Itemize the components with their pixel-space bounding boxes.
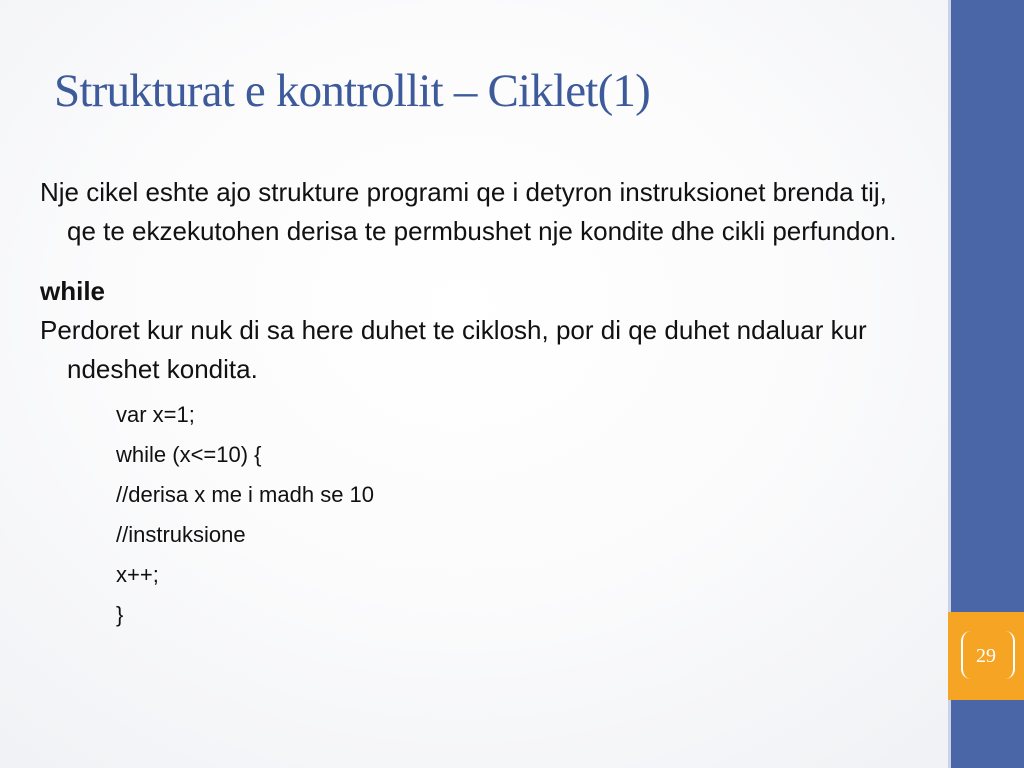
code-example [116,395,920,635]
slide-title: Strukturat e kontrollit – Ciklet(1) [54,65,650,117]
code-line: } [116,602,124,627]
code-line: //instruksione [116,522,246,547]
slide-body [40,173,920,635]
code-line: var x=1; [116,402,195,427]
while-heading: while [40,276,106,306]
code-line: //derisa x me i madh se 10 [116,482,375,507]
intro-paragraph: Nje cikel eshte ajo strukture programi qe i detyron instruksionet brenda tij, qe te ekzekutohen derisa te permbushet nje kondite dhe cikli perfundon. [40,177,897,246]
while-description: Perdoret kur nuk di sa here duhet te ciklosh, por di qe duhet ndaluar kur ndeshet kondita. [40,315,867,384]
code-line: while (x<=10) { [116,442,262,467]
page-number-badge [948,612,1024,700]
page-number: 29 [976,644,996,667]
code-line: x++; [116,562,159,587]
